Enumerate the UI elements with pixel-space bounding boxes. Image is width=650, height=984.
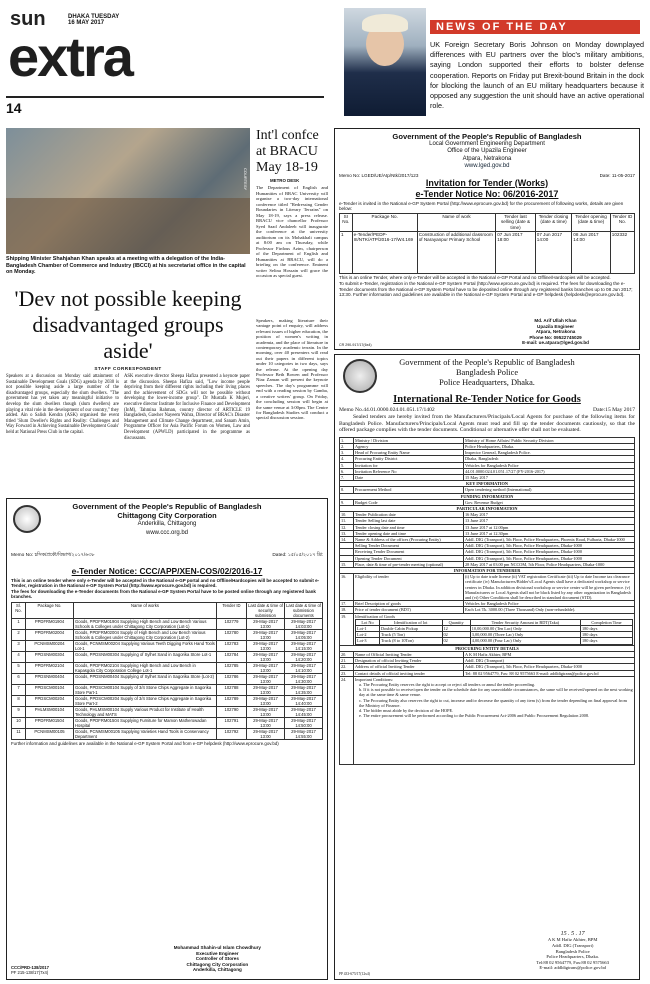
ccc-cell: 29-May-2017 14:05:00 [285,629,323,640]
row-label: Procurement Method [354,487,464,493]
row-value: Addl. DIG (Transport), 5th Floor, Police Headquarters, Dhaka-1000 [464,664,635,670]
table-row [12,629,323,640]
ccc-cell: 29-May-2017 14:03:00 [285,618,323,629]
lged-memo-row: Memo No: LGED/UE/Atp/Ntk/2017/123 Date: 11-05-2017 [339,172,635,178]
lged-col-header: Tender ID No. [610,213,634,231]
ccc-cell: 102791 [217,717,247,728]
lged-signer-line: E-mail: ue.atpara@lged.gov.bd [522,340,589,346]
ccc-cell: 29-May-2017 14:40:00 [285,695,323,706]
ccc-cell: PCNMSM00105 [26,728,74,739]
ccc-signer-line: Controller of Stores [195,956,239,962]
row-value: 16 May 2017 [464,512,635,518]
lot-header: Lot No [356,619,380,625]
police-signer-line: A K M Hafiz Akhter, BPM [547,937,598,943]
row-label: Receiving Tender Document [354,549,464,555]
condition-item: e. The entire procurement will be performed according to the Public Procurement Act-2006 and Public Procurement Regulation 2008. [359,713,590,719]
police-header: Government of the People's Republic of Bangladesh Bangladesh Police Police Headquarters, Dhaka. [399,358,575,387]
ccc-cell: 29-May-2017 13:00 [247,651,285,662]
row-no: 21. [340,658,354,664]
lged-note-2: To submit e-Tender, registration in the National e-GP System Portal (http://www.eprocure.gov.bd) is required. The fees for downloading the e-Tender documents from the National e-GP System Portal have to be deposited online through any registered banks branches up to 08 Jun 2017; 13:30. Further information and guidelines are available in the National e-GP System Portal and e-GP helpdesk (helpdesk@eprocure.gov.bd). [339,281,633,298]
ccc-cell: 29-May-2017 14:45:00 [285,706,323,717]
ccc-cell: 29-May-2017 14:20:00 [285,651,323,662]
section-heading: PROCURING ENTITY DETAILS [340,645,635,651]
photo-credit: COURTESY [243,168,248,191]
ccc-cell: Goods, PPDFRM01504 Supplying Furniture for Mamon Matherowadan Hospital [74,717,217,728]
ccc-cell: 102788 [217,684,247,695]
ccc-cell: PPDSNM00404 [26,673,74,684]
police-signer-line: Police Headquarters, Dhaka. [546,954,599,960]
lot-header: Identification of lot [379,619,442,625]
row-no: 10. [340,512,354,518]
lged-col-header: SI No. [340,213,353,231]
row-label: Procuring Entity District [354,456,464,462]
ccc-col-header: Last date & time of submission documents [286,602,321,618]
table-row [12,651,323,662]
row-no: 23. [340,670,354,676]
ccc-notice-title: e-Tender Notice: CCC/APP/XEN-COS/02/2016-17 [71,566,263,576]
lged-col-header: Package No. [352,213,417,231]
lot-cell: Lot-3 [356,638,380,644]
conf-headline: Int'l confce at BRACU May 18-19 [256,128,319,175]
row-no: 2. [340,443,354,449]
lot-cell: 12 [442,626,470,632]
lged-code: CR 290-917/17(6x4) [339,342,372,347]
table-row [340,537,635,543]
ccc-cell: Goods, PHLMSM00104 Supply Various Product for Institute of Health Technology and MATS [74,706,217,717]
photo-caption: Shipping Minister Shahjahan Khan speaks at a meeting with a delegation of the India-Bangladesh Chamber of Commerce and Industry (IBCCI) at his secretariat office in the capital on Monday. [6,256,246,276]
ccc-intro: This is an online tender where only e-Tender will be accepted in the National e-GP portal and no Offline/Hardcopies will be accepted to submit e-Tender, registration in the National e-GP System Portal (http://www.eprocure.gov.bd) is required. The fees for downloading the e-Tender documents from the National e-GP System Portal have to be posted online through any registered bank branches. [11,578,320,600]
section-heading: INFORMATION FOR TENDERER [340,568,635,574]
row-no: 8. [340,487,354,493]
condition-item: a. The Procuring Entity reserves the right to accept or reject all tenders or annul the tender proceeding. [359,681,536,687]
row-label: Head of Procuring Entity Name [354,450,464,456]
row-no: 19. [340,613,354,645]
row-value: 13 June 2017 [464,518,635,524]
ccc-cell: Goods, PPDSNM00404 Supplying of Sylhet Sand in Sagorika Store (Lot-2) [74,673,217,684]
lot-cell: Truck (5 Ton) [379,632,442,638]
ccc-cell: Goods, PPDFRM01904 Supplying High Bench and Low Bench Various Schools & Colleges under Chittagong City Corporation (Lot-1) [74,618,217,629]
row-label: Agency [354,443,464,449]
table-row [340,670,635,676]
ccc-cell: Goods, PPDSCM00204 Supply of 3/4 Stone Chips Aggregate in Sagorika Store Part-2 [74,695,217,706]
police-code: PP 433-675/17(12x4) [339,971,370,976]
row-label: Eligibility of tender [354,574,464,601]
ccc-cell: 29-May-2017 13:00 [247,618,285,629]
lot-cell: 4,00,000.00 (Four Lac) Only [470,638,580,644]
row-label: Name of Official Inviting Tender [354,651,464,657]
table-row [12,728,323,739]
masthead [6,6,324,124]
dateline: DHAKA TUESDAY 16 MAY 2017 [68,14,120,26]
row-no: 11. [340,518,354,524]
news-of-day-body: UK Foreign Secretary Boris Johnson on Monday downplayed differences with EU partners over the bloc's military ambitions, saying London supported their efforts to bolster defense cooperation. Reports on Friday put Brexit-bound Britain in the dock for blocking the launch of an EU military headquarters because it opposed any suggestion the unit should have an active operational role. [430,40,644,111]
row-label: Brief Description of goods [354,601,464,607]
ccc-cell: 7 [12,684,26,695]
lot-cell: Double Cabin Pickup [379,626,442,632]
row-no: 16. [340,574,354,601]
table-row [12,662,323,673]
ccc-cell: 102789 [217,695,247,706]
ccc-cell: 29-May-2017 14:15:00 [285,640,323,651]
row-no: 7. [340,475,354,481]
ccc-cell: 29-May-2017 13:00 [247,717,285,728]
police-memo-row: Memo No.44.01.0000.024.01.051.17/1402 Date:15 May 2017 [339,407,635,413]
row-label: Contact details of official inviting tender [354,670,464,676]
masthead-rule [6,96,324,98]
ccc-cell: 102783 [217,640,247,651]
ccc-col-header: Tender ID [217,602,247,618]
ccc-cell: 102786 [217,673,247,684]
ccc-tender-notice [6,498,328,980]
row-label: Invitation for [354,462,464,468]
row-value: (i) Up to date trade license (ii) VAT registration Certificate (iii) Up to date Income tax clearance certificate (iv) Manufacturers/Bidder's/Local Agents shall have a dedicated workshop or service centers in Dhaka. In addition divisional workshop or service center will be given preference. (v) Manufacturers or Local Agents shall not be black listed by any other organization in Bangladesh and (vi) Other Conditions shall be described in standard document (STD). [464,574,635,601]
police-tender-notice [334,354,640,980]
row-no: 9. [340,499,354,505]
ccc-memo-row: Memo No: চসিক/প্রকৌ/বিভাগ/২০১৭/৬৩৮ Dated: ১৫/০৫/২০১৭ খ্রি: [11,553,323,558]
row-value: Ministry of Home Affairs/ Public Security Division [464,437,635,443]
row-value: Dhaka, Bangladesh [464,456,635,462]
ccc-cell: 29-May-2017 14:10:00 [285,662,323,673]
dev-column-1: Speakers at a discussion on Monday said attainment of Sustainable Development Goals (SDG) agenda by 2030 is not possible keeping aside a large number of the disadvantaged groups, especially the slum dwellers. "The government has yet taken any meaningful initiative to develop the slum dwellers though (slum dwellers) are playing a vital role in the development of our country," they added. Ain o Salish Kendra (ASK) organised the event titled 'Slum Dweller's Rights and Reality: Challenges and Way Forward in Achieving Sustainable Development Goals' held at National Press Club in the capital. [6,374,119,435]
ccc-cell: Goods, PCNMSM00105 Supplying Varieties Hand Tools in Conservancy Department [74,728,217,739]
lged-cell: 1 [340,231,353,273]
row-value: Addl. DIG (Transport), 5th Floor, Police Headquarters, Dhaka-1000 [464,555,635,561]
extra-logo: extra [8,25,132,88]
ccc-cell: Goods, PPDSCM00104 Supply of 3/4 Stone Chips Aggregate in Sagorika Store Part-1 [74,684,217,695]
row-value: Vehicles for Bangladesh Police [464,601,635,607]
lged-cell: 102332 [610,231,634,273]
ccc-cell: 29-May-2017 14:55:00 [285,728,323,739]
ccc-cell: PPDFRM01904 [26,618,74,629]
row-label: Date [354,475,464,481]
table-row [12,684,323,695]
ccc-cell: PPDSCM00204 [26,695,74,706]
row-label: Price of tender document (BDT) [354,607,464,613]
row-value: Addl. DIG (Transport), 5th Floor, Police Headquarters, Phoenix Road, Fulbaria, Dhaka-1000 [464,537,635,543]
conf-column-2: Speakers, making literature their vantage point of enquiry, will address relevant issues of higher education, the position of women's writing in academia, and the place of literature in contemporary academic terrain. In the morning, over 40 presenters will read out their papers in different topics under 10 categories in two days, says the release. At the opening day Professor Beth Bowen and Professor Niaz Zaman will present the keynote speeches. The day's programme will end with a reading session by Gamba, a creative writers' group. On Friday, the concluding session will begin at the same venue at 3:00pm. The Centre for Bangladesh Studies will conduct a special discussion session. [256,318,328,421]
lged-col-header: Name of work [417,213,495,231]
row-value: Each Lot Tk. 3000.00 (Three Thousand) Only (non-refundable). [464,607,635,613]
table-row [12,673,323,684]
ccc-cell: Goods, PPDFRM02104 Supplying High Bench and Low Bench in Kapasgola City Corporation College Lot-1 [74,662,217,673]
ccc-cell: PPDSCM00104 [26,684,74,695]
ccc-cell: 29-May-2017 14:50:00 [285,717,323,728]
row-label: Tender Selling last date [354,518,464,524]
ccc-codes: CCC/PRD-138/2017 PF 215-138/17(7x4) [11,965,49,975]
row-no: 24. [340,676,354,765]
table-row [12,717,323,728]
hair-shape [362,14,408,32]
ccc-cell: 102792 [217,728,247,739]
table-row [12,706,323,717]
ccc-cell: 11 [12,728,26,739]
row-value: Addl. DIG (Transport), 5th Floor, Police Headquarters, Dhaka-1000 [464,543,635,549]
ccc-cell: Goods, PPDFRM02004 Supply of High Bench and Low Bench Various Schools & Colleges under Chittagong City Corporation (Lot-2) [74,629,217,640]
row-no: 18. [340,607,354,613]
police-signer-line: Bangladesh Police [555,948,590,954]
ccc-cell: 29-May-2017 13:00 [247,640,285,651]
row-label: Place, date & time of pre-tender meeting (optional) [354,561,464,567]
ccc-cell: Goods, PCNMSM00204 Supplying Various Teeth Digging Forks Hand Tools Lot-1 [75,640,215,651]
row-no: 20. [340,651,354,657]
row-label: Selling Tender Document [354,543,464,549]
lot-cell: 02 [442,632,470,638]
ccc-cell: 29-May-2017 13:00 [247,662,285,673]
dev-column-2: ASK executive director Sheepa Hafiza presented a keynote paper at the discussion. Sheepa Hafiza said, "Low income people depriving from their different rights including their living places and the achievement of SDGs will not be possible without developing the lower-income group". Dr Mustafa K Mujeri, executive director Institute for Inclusive Finance and Development (InM), Tahmina Rahman, country director of ARTICLE 19 Bangladesh, Gawher Nayeem Wahra, Director of BRAC's Disaster Management and Climate Change department, and Sanam Amin, Programme Officer for Asia Pacific Forum on Women, Law and Development (APWLD) participated in the programme as discussants. [124,374,250,441]
ccc-cell: 29-May-2017 13:00 [247,684,285,695]
row-value: Addl. DIG (Transport) [464,658,635,664]
table-row [340,574,635,601]
row-label: Name & Address of the offices (Procuring Entity) [354,537,464,543]
row-no: 1. [340,437,354,443]
lot-header: Tender Security Amount in BDT(Taka) [470,619,580,625]
lged-cell: 07 Jun 2017 18:00 [496,231,536,273]
row-label: Address of official Inviting Tender [354,664,464,670]
ccc-signer-line: Chittagong City Corporation [186,961,249,967]
news-of-day-title: NEWS OF THE DAY [430,20,640,34]
ccc-cell: 10 [12,717,26,728]
ccc-signer-line: Mohammad Shahin-ul Islam Chowdhury [173,945,261,951]
row-no: 15. [340,561,354,567]
conf-column-1: The Department of English and Humanities of BRAC University will organise a two-day international conference titled "Redressing Gender Boundaries in Literary Terrains" on May 18-19, says a press release. BRACU vice chancellor Professor Syed Saad Andaleeb will inaugurate the conference at the university auditorium on its Mohakhali campus at 8:00 am on Thursday, while Professor Firdous Azim, chairperson of the Department of English and Humanities at BRACU, will do a briefing on the conference. Eminent writer Selina Hossain will grace the occasion as special guest. [256,185,328,278]
lged-col-header: Tender last selling (date & time) [496,213,536,231]
ccc-cell: 6 [12,673,26,684]
ccc-cell: 8 [12,695,26,706]
ccc-cell: PHLMSM00104 [26,706,74,717]
lged-gov: Government of the People's Republic of Bangladesh [392,132,582,141]
lot-cell: 180 days [580,638,632,644]
ccc-cell: 102790 [217,706,247,717]
lot-header: Quantity [442,619,470,625]
lot-cell: 10,00,000.00 (Ten Lac) Only [470,626,580,632]
lot-cell: 3,00,000.00 (Three Lac) Only [470,632,580,638]
ccc-cell: 29-May-2017 13:00 [247,629,285,640]
lot-cell: Lot-2 [356,632,380,638]
ccc-cell: 102780 [217,629,247,640]
table-row [340,613,635,645]
lged-signer [522,318,589,346]
ccc-cell: 29-May-2017 14:35:00 [285,684,323,695]
police-signer-line: E-mail: addldigtrans@police.gov.bd [539,965,606,971]
ccc-cell: 102785 [217,662,247,673]
ccc-col-header: Package No. [26,602,74,618]
police-signer-line: Tel:88 02 9564779, Fax:88 02 9575663 [536,959,609,965]
boris-johnson-photo [344,8,426,116]
police-intro: Sealed tenders are hereby invited from the Manufacturers/Principals/Local Agents for purchase of the following items for Bangladesh Police. Manufacturers/Principals/Local Agents must read and fill up the tender documents cautiously, so that the offered package complies with the tender documents. Conditional or alternative offer shall not be evaluated. [339,414,635,434]
row-label: Important Conditions: [355,676,394,682]
police-emblem-icon [343,359,377,393]
row-value: 15 May 2017 [464,475,635,481]
row-no: 13. [340,530,354,536]
condition-item: b. If it is not possible to receive/open the tender on the schedule date for any unavoidable circumstances, the same will be received/opened on the next working day at the same time & same venue. [359,687,633,698]
lot-cell: Lot-1 [356,626,380,632]
row-value: 28 May 2017 at 03.00 pm NCCOM, 5th Floor, Police Headquarters, Dhaka-1000 [464,561,635,567]
row-value: 13 June 2017 at 12.00pm [464,524,635,530]
lots-cell [354,613,635,645]
row-label: Designation of official Inviting Tender [354,658,464,664]
row-value: Inspector General, Bangladesh Police. [464,450,635,456]
row-label: Opening Tender Document [354,555,464,561]
row-label: Tender Publication date [354,512,464,518]
lot-header: Completion Time [580,619,632,625]
row-label: Tender closing date and time [354,524,464,530]
conditions-cell [354,676,635,765]
lged-intro: e-Tender is invited in the National e-GP System Portal (http://www.eprocure.gov.bd) for the procurement of following works, details are given below: [339,200,624,212]
row-no: 3. [340,450,354,456]
row-value: A K M Hafiz Akhter, BPM [464,651,635,657]
lged-cell: e-Tender/PEDP-III/NTK/ATP/2016-17/W4.169 [352,231,417,273]
ccc-cell: PPDFRM02004 [26,629,74,640]
lged-cell: 07 Jun 2017 14:00 [535,231,571,273]
row-label: Tender opening date and time [354,530,464,536]
ccc-cell: 1 [12,618,26,629]
table-row [340,561,635,567]
row-no: 17. [340,601,354,607]
ccc-cell: 102784 [217,651,247,662]
police-signer-line: Addl. DIG (Transport) [551,943,594,949]
ccc-cell: 29-May-2017 13:00 [247,673,285,684]
lged-signer-line: Upazila Engineer [537,323,575,329]
section-heading: FUNDING INFORMATION [340,493,635,499]
conf-byline: METRO DESK [270,178,300,183]
ccc-cell: 5 [12,662,26,673]
row-value: Addl. DIG (Transport), 5th Floor, Police Headquarters, Dhaka-1000 [464,549,635,555]
condition-item: c. The Procuring Entity also reserves the right to cut, increase and/or decrease the quantity of any item (s) from the tender depending on final approval from the Ministry of Finance. [359,697,627,708]
row-no: 5. [340,462,354,468]
ccc-cell: PCNMSM00204 [26,640,74,651]
lged-col-header: Tender opening (date & time) [572,213,611,231]
lot-cell: Truck (8 to 10Ton) [379,638,442,644]
lged-cell: 08 Jun 2017 14:00 [572,231,611,273]
lot-cell: 02 [442,638,470,644]
ccc-cell: Goods, PPDSNM00304 Supplying of Sylhet Sand in Sagorika Store Lot-1 [74,651,217,662]
police-title: International Re-Tender Notice for Goods [393,394,581,405]
lged-signer-line: Atpara, Netrakona [535,329,576,335]
lots-table [355,619,633,645]
dev-byline: STAFF CORRESPONDENT [94,366,162,371]
row-no: 4. [340,456,354,462]
ccc-cell: PPDFRM01504 [26,717,74,728]
ccc-cell: 4 [12,651,26,662]
page-number: 14 [6,100,22,116]
ccc-emblem-icon [13,505,41,533]
lged-tender-notice [334,128,640,350]
ccc-cell: 29-May-2017 13:00 [247,695,285,706]
row-value: Tel: 88 02 9564779, Fax: 88 02 9575663 E-mail: addldigtrans@police.gov.bd [464,670,635,676]
row-value: Gov. Revenue Budget [464,499,635,505]
ccc-cell: 3 [12,640,26,651]
table-row [12,618,323,629]
row-value: Open tendering method (International) [464,487,635,493]
sun-logo: sun [10,8,46,30]
ccc-signer [174,945,261,973]
ccc-cell: 29-May-2017 13:00 [247,706,285,717]
ccc-cell: 29-May-2017 14:30:00 [285,673,323,684]
shipping-minister-photo [6,128,250,254]
row-label: Budget Code [354,499,464,505]
row-value: Vehicles for Bangladesh Police [464,462,635,468]
row-label: Identification of Goods [355,613,396,619]
ccc-header: Government of the People's Republic of Bangladesh Chittagong City Corporation Anderkilla, Chittagong www.ccc.org.bd [72,502,262,536]
ccc-cell: PPDFRM02104 [26,662,74,673]
table-row [12,695,323,706]
ccc-cell: PPDSNM00304 [26,651,74,662]
row-value: Police Headquarters, Dhaka. [464,443,635,449]
section-heading: KEY INFORMATION [340,481,635,487]
section-heading: PARTICULAR INFORMATION [340,506,635,512]
news-of-the-day [338,0,650,122]
condition-item: d. The bidder must abide by the decision of the HOPE. [359,707,454,713]
ccc-table [11,602,323,740]
table-row [12,640,323,651]
lged-col-header: Tender closing (date & time) [535,213,571,231]
lged-header: Local Government Engineering Department Office of the Upazila Engineer Atpara, Netrakona www.lged.gov.bd [429,141,545,170]
ccc-cell: 9 [12,706,26,717]
row-label: Ministry / Division [354,437,464,443]
ccc-col-header: Name of works [74,602,217,618]
ccc-signer-line: Executive Engineer [196,950,239,956]
lged-title: Invitation for Tender (Works) e-Tender Notice No: 06/2016-2017 [415,177,559,199]
dev-headline: 'Dev not possible keeping disadvantaged groups aside' [14,286,242,363]
police-table [339,437,635,766]
row-value: 13 June 2017 at 12.30pm [464,530,635,536]
row-no: 12. [340,524,354,530]
row-no: 6. [340,468,354,474]
table-shape [6,198,250,254]
ccc-cell: 29-May-2017 13:00 [247,728,285,739]
lged-signer-line: Phone No: 09522745029 [529,334,582,340]
row-label: Invitation Reference No [354,468,464,474]
police-signer: 15 . 5 . 17 A K M Hafiz Akhter, BPM Addl. DIG (Transport) Bangladesh Police Police Headquarters, Dhaka. Tel:88 02 9564779, Fax:88 02 9575663 E-mail: addldigtrans@police.gov.bd [536,930,609,971]
lged-signer-line: Md. Arif Ullah Khan [534,318,577,324]
lot-cell: 180 days [580,632,632,638]
lged-cell: Construction of additional classroom of Narayanpur Primary School [417,231,495,273]
lged-table [339,213,635,274]
lot-cell: 180 days [580,626,632,632]
ccc-col-header: Last date & time of security submission [248,602,283,618]
row-no: 14. [340,537,354,543]
row-value: 44.01.0000.024.01.051.17/27 (FY-2016-2017) [464,468,635,474]
row-no: 22. [340,664,354,670]
ccc-cell: 102779 [217,618,247,629]
ccc-footer: Further information and guidelines are available in the National e-GP System Portal and from e-GP helpdesk (http://www.eprocure.gov.bd) [11,740,279,746]
lged-note: This is an online Tender, where only e-Tender will be accepted in the National e-GP Portal and no Offline/Hardcopies will be accepted. [339,274,611,280]
ccc-col-header: Sl. No. [12,602,26,618]
ccc-signer-line: Anderkilla, Chittagong [192,967,242,973]
ccc-cell: 2 [12,629,26,640]
